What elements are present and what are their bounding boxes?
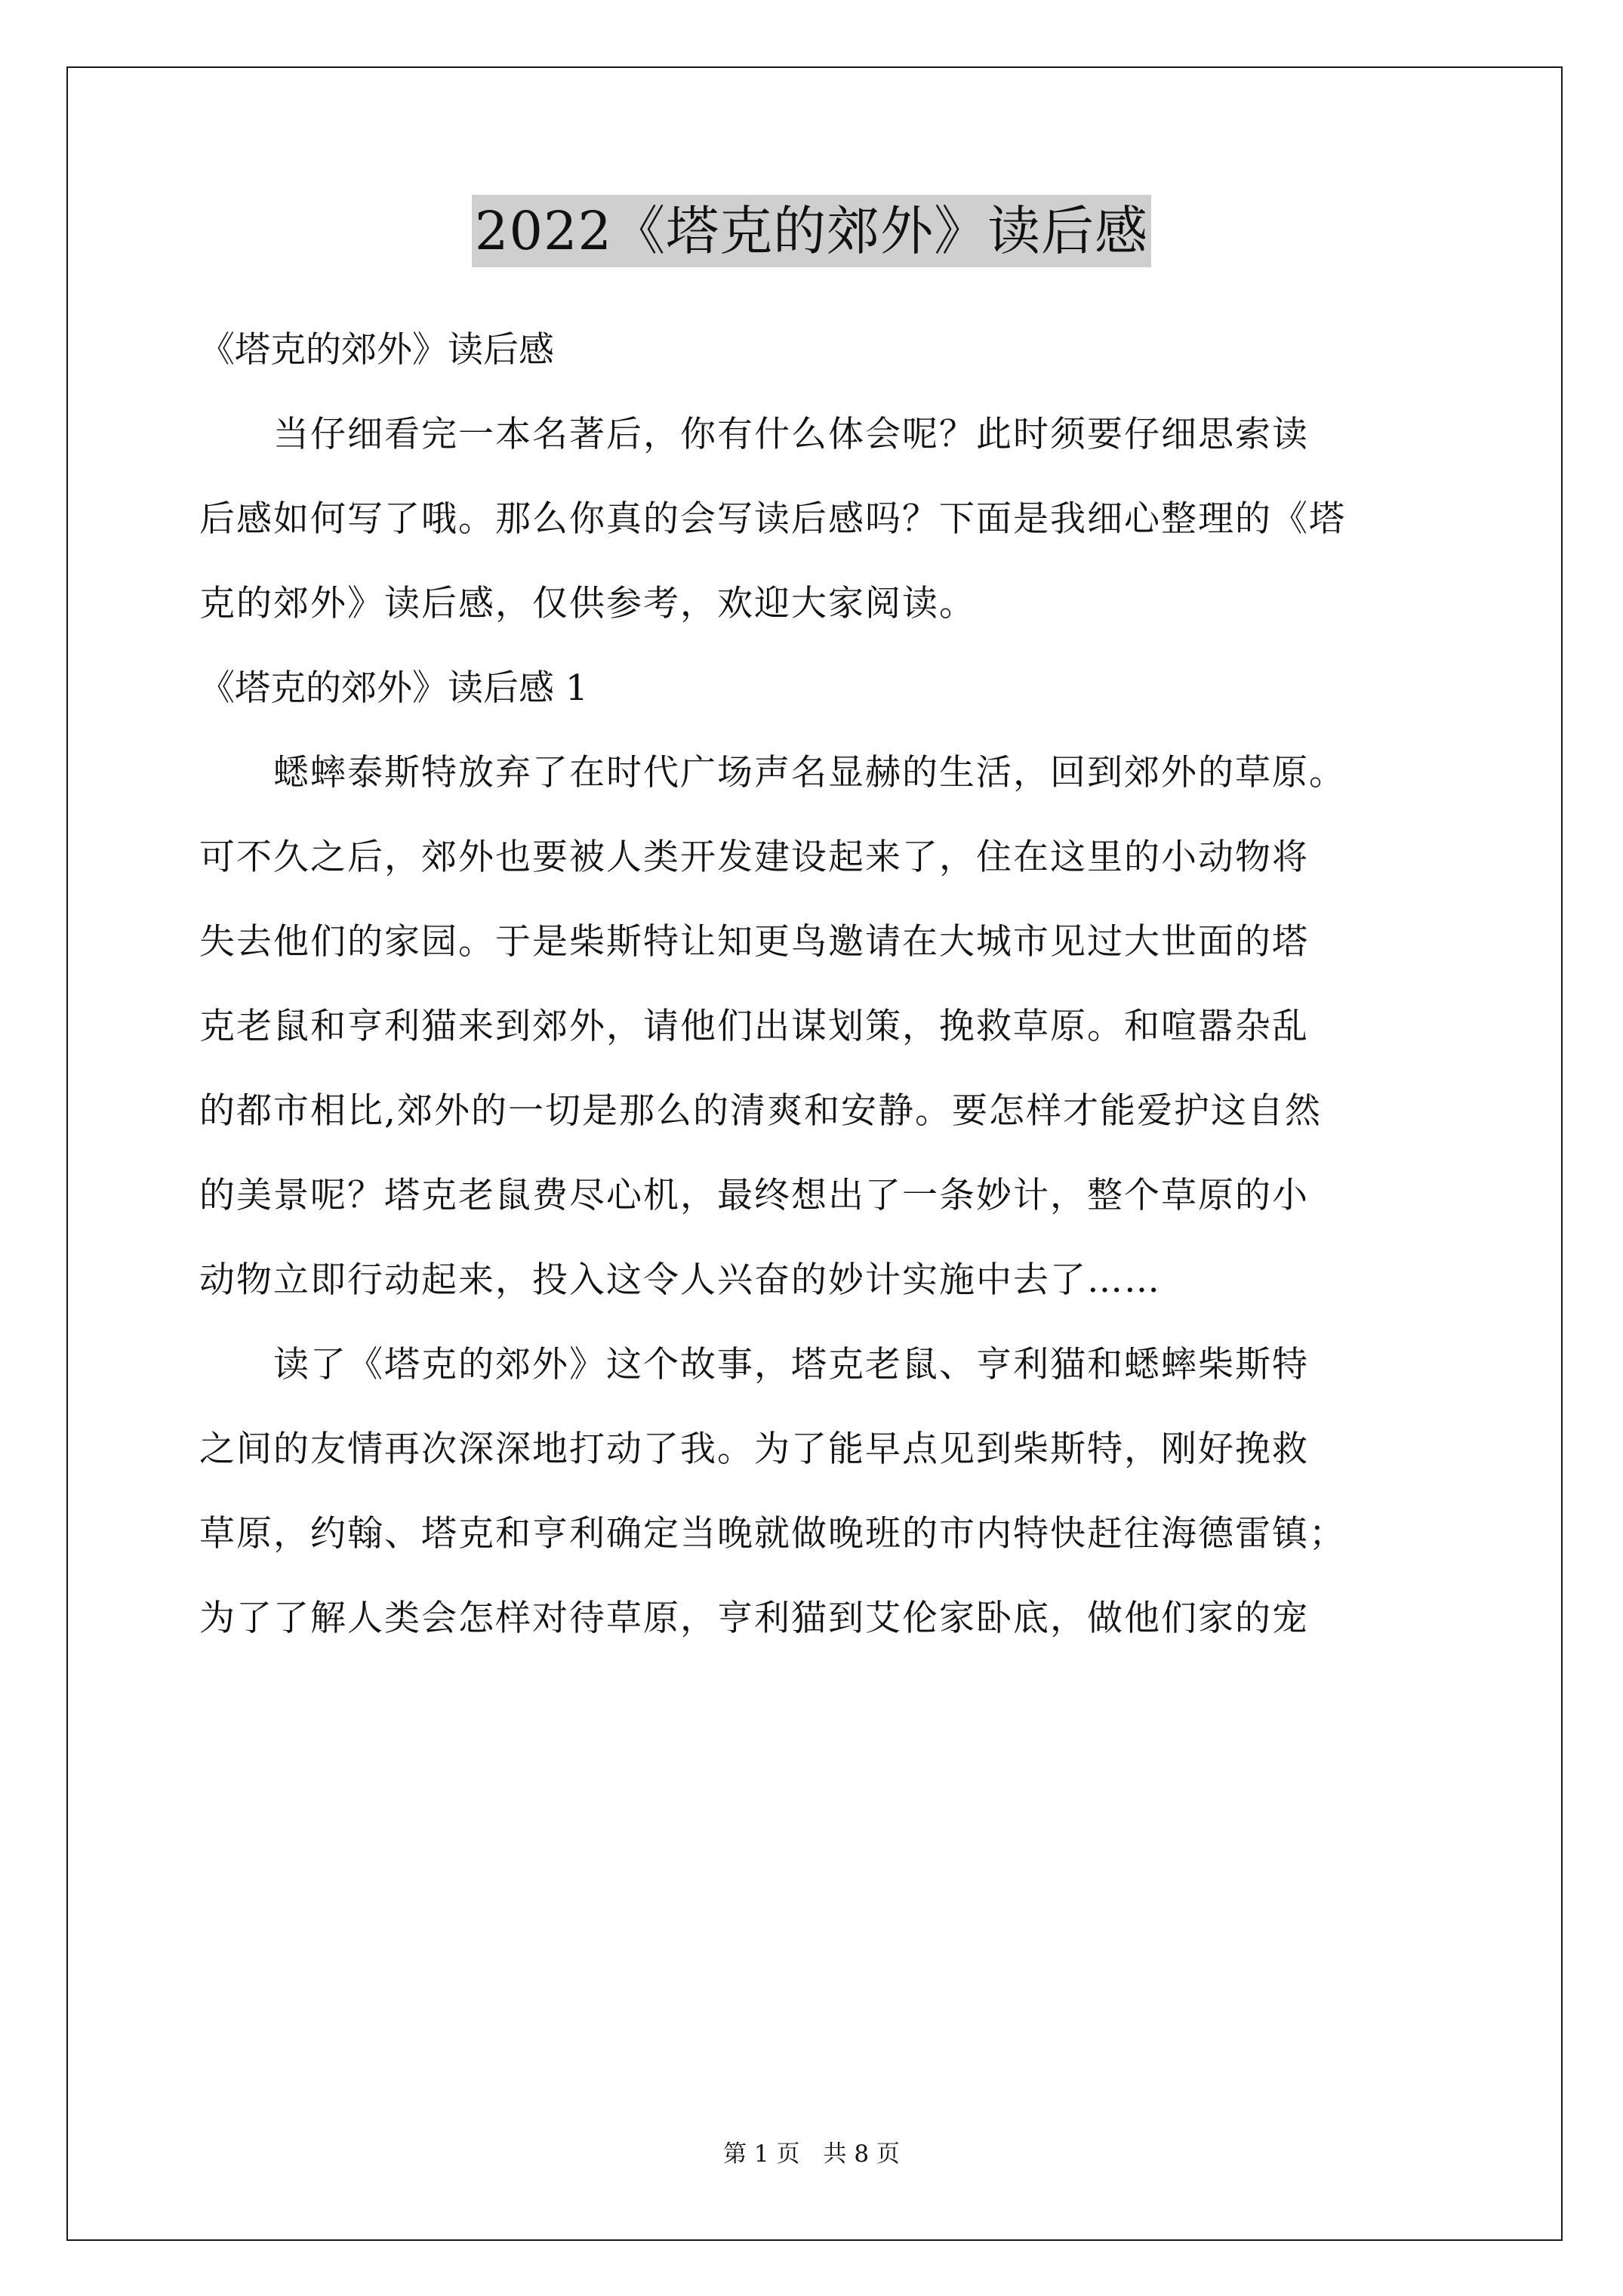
page-footer: 第 1 页 共 8 页 [723,2140,900,2168]
body-text-line: 失去他们的家园。于是柴斯特让知更鸟邀请在大城市见过大世面的塔 [199,921,1309,963]
body-text-line: 克的郊外》读后感，仅供参考，欢迎大家阅读。 [199,583,976,624]
body-text-line: 草原，约翰、塔克和亨利确定当晚就做晚班的市内特快赶往海德雷镇； [199,1513,1346,1555]
body-text-line: 克老鼠和亨利猫来到郊外，请他们出谋划策，挽救草原。和喧嚣杂乱 [199,1006,1309,1047]
body-text-line: 的都市相比,郊外的一切是那么的清爽和安静。要怎样才能爱护这自然 [199,1090,1322,1132]
document-title: 2022《塔克的郊外》读后感 [472,195,1151,267]
section-heading: 《塔克的郊外》读后感 1 [199,667,588,709]
body-text-line: 的美景呢？塔克老鼠费尽心机，最终想出了一条妙计，整个草原的小 [199,1175,1309,1216]
body-text-line: 当仔细看完一本名著后，你有什么体会呢？此时须要仔细思索读 [199,414,1309,455]
section-heading: 《塔克的郊外》读后感 [199,329,554,371]
title-container [0,195,1623,267]
body-text-line: 可不久之后，郊外也要被人类开发建设起来了，住在这里的小动物将 [199,837,1309,878]
body-text-line: 后感如何写了哦。那么你真的会写读后感吗？下面是我细心整理的《塔 [199,498,1346,540]
body-text-line: 为了了解人类会怎样对待草原，亨利猫到艾伦家卧底，做他们家的宠 [199,1598,1309,1639]
body-text-line: 之间的友情再次深深地打动了我。为了能早点见到柴斯特，刚好挽救 [199,1428,1309,1470]
body-text-line: 蟋蟀泰斯特放弃了在时代广场声名显赫的生活，回到郊外的草原。 [199,752,1346,794]
body-text-line: 动物立即行动起来，投入这令人兴奋的妙计实施中去了…… [199,1259,1161,1301]
document-body [199,308,1437,1661]
body-text-line: 读了《塔克的郊外》这个故事，塔克老鼠、亨利猫和蟋蟀柴斯特 [199,1344,1309,1385]
